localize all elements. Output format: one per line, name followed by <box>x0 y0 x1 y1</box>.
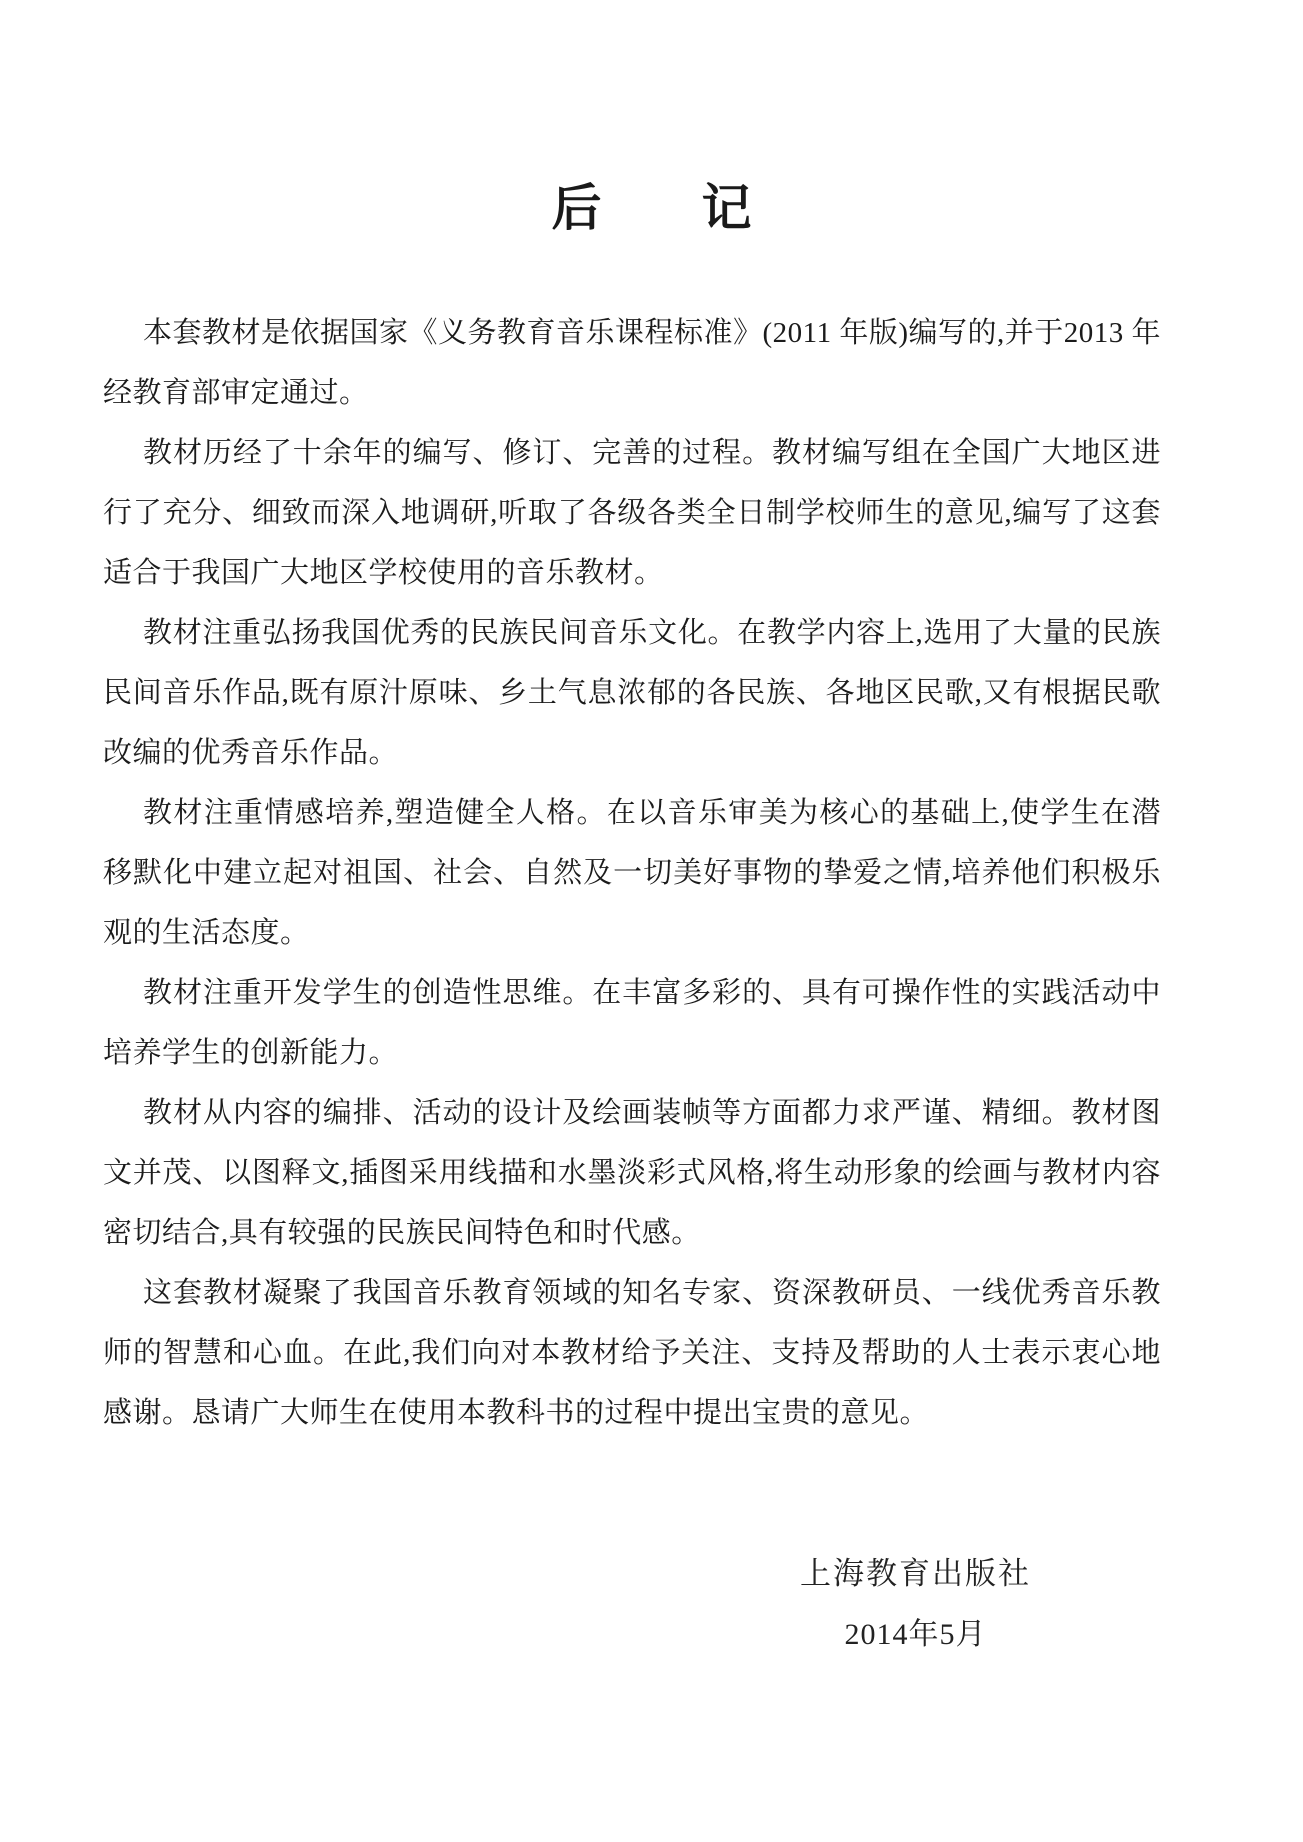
signature-date: 2014年5月 <box>844 1618 987 1651</box>
signature-publisher: 上海教育出版社 <box>800 1556 1031 1591</box>
afterword-body <box>103 303 1161 1443</box>
paragraph: 本套教材是依据国家《义务教育音乐课程标准》(2011 年版)编写的,并于2013 年经教育部审定通过。 <box>103 317 1161 409</box>
paragraph: 教材从内容的编排、活动的设计及绘画装帧等方面都力求严谨、精细。教材图文并茂、以图释文,插图采用线描和水墨淡彩式风格,将生动形象的绘画与教材内容密切结合,具有较强的民族民间特色和时代感。 <box>103 1097 1161 1249</box>
paragraph: 教材历经了十余年的编写、修订、完善的过程。教材编写组在全国广大地区进行了充分、细致而深入地调研,听取了各级各类全日制学校师生的意见,编写了这套适合于我国广大地区学校使用的音乐教材。 <box>103 437 1161 589</box>
paragraph: 教材注重情感培养,塑造健全人格。在以音乐审美为核心的基础上,使学生在潜移默化中建立起对祖国、社会、自然及一切美好事物的挚爱之情,培养他们积极乐观的生活态度。 <box>103 797 1161 949</box>
paragraph: 教材注重开发学生的创造性思维。在丰富多彩的、具有可操作性的实践活动中培养学生的创新能力。 <box>103 977 1161 1069</box>
page-title: 后 记 <box>551 179 752 237</box>
paragraph: 这套教材凝聚了我国音乐教育领域的知名专家、资深教研员、一线优秀音乐教师的智慧和心血。在此,我们向对本教材给予关注、支持及帮助的人士表示衷心地感谢。恳请广大师生在使用本教科书的过程中提出宝贵的意见。 <box>103 1277 1161 1429</box>
signature-block <box>800 1543 1031 1665</box>
paragraph: 教材注重弘扬我国优秀的民族民间音乐文化。在教学内容上,选用了大量的民族民间音乐作品,既有原汁原味、乡土气息浓郁的各民族、各地区民歌,又有根据民歌改编的优秀音乐作品。 <box>103 617 1161 769</box>
